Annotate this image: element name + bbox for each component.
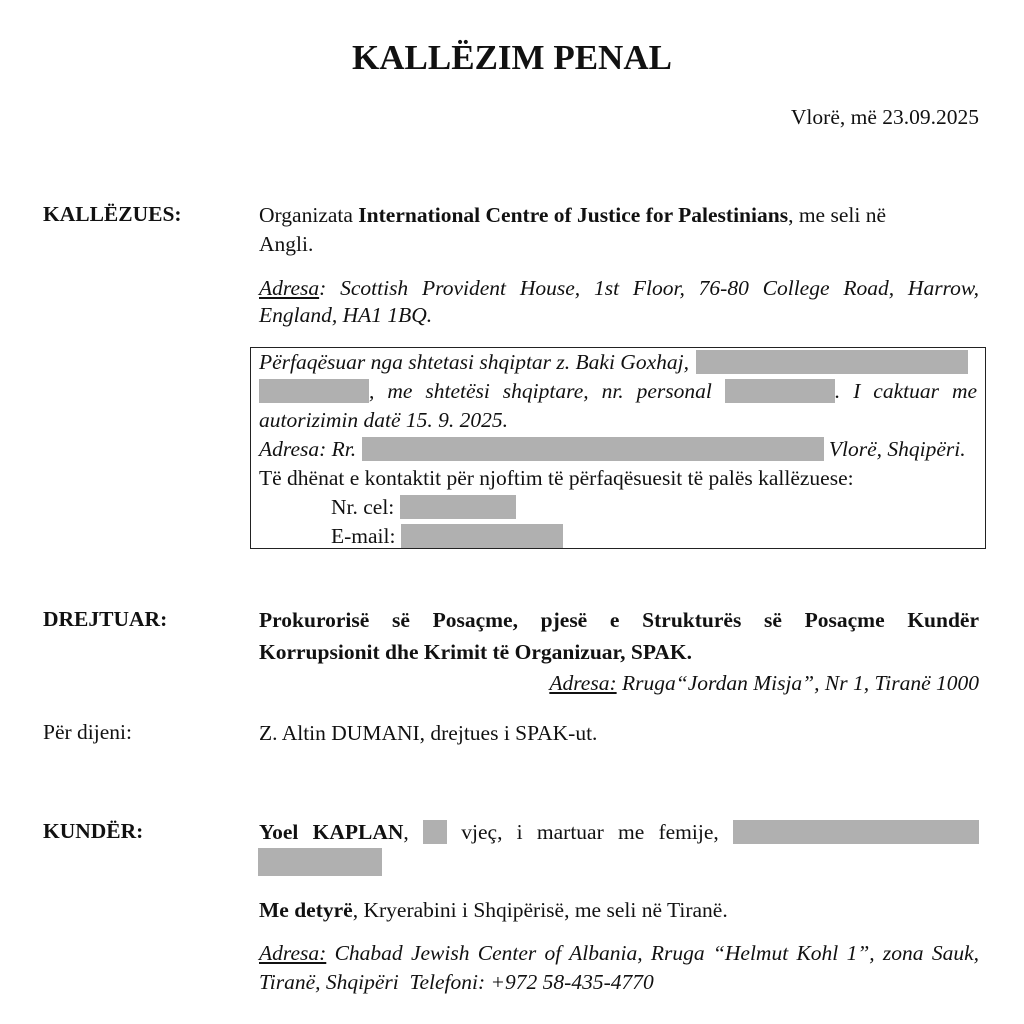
org-country: Angli. [259,232,314,256]
rep-address-city: Vlorë, Shqipëri. [828,437,966,461]
redacted-block [696,350,968,374]
contact-phone [259,493,977,522]
redacted-block [733,820,979,844]
accused-address-label: Adresa: [259,941,327,965]
rep-address-prefix: Adresa: Rr. [259,437,357,461]
rep-appointed: . I caktuar me [834,379,978,403]
redacted-block [259,379,369,403]
accused-line1 [259,817,979,848]
accused [259,817,979,879]
label-kallezues: KALLËZUES: [43,202,182,226]
redacted-street [362,437,824,461]
org-suffix: , me seli në [788,203,886,227]
addressee-address-text: Rruga“Jordan Misja”, Nr 1, Tiranë 1000 [616,671,979,695]
addressee-line1: Prokurorisë së Posaçme, pjesë e Strukturës së Posaçme Kundër [259,608,979,632]
accused-line2 [259,848,979,879]
accused-status: vjeç, i martuar me femije, [461,820,719,844]
address-label: Adresa [259,276,320,300]
rep-line1 [259,348,977,377]
rep-citizenship: , me shtetësi shqiptare, nr. personal [369,379,712,403]
redacted-age [423,820,447,844]
address-line2: England, HA1 1BQ. [259,303,433,327]
addressee [259,604,979,668]
phone-label: Nr. cel: [331,495,395,519]
addressee-address [259,669,979,698]
addressee-line2: Korrupsionit dhe Krimit të Organizuar, SPAK. [259,640,692,664]
accused-address [259,939,979,997]
contact-heading: Të dhënat e kontaktit për njoftim të përfaqësuesit të palës kallëzuese: [259,466,854,490]
label-kunder: KUNDËR: [43,819,144,843]
email-label: E-mail: [331,524,396,548]
redacted-personal-number [725,379,835,403]
place-date: Vlorë, më 23.09.2025 [790,105,979,129]
duty-text: , Kryerabini i Shqipërisë, me seli në Tiranë. [352,898,728,922]
rep-authorization-date: autorizimin datë 15. 9. 2025. [259,408,509,432]
org-prefix: Organizata [259,203,359,227]
label-per-dijeni: Për dijeni: [43,720,132,744]
contact-email [259,522,977,551]
complainant-address [259,275,979,329]
rep-name: Përfaqësuar nga shtetasi shqiptar z. Baki Goxhaj, [259,350,689,374]
accused-name: Yoel KAPLAN [259,820,404,844]
label-drejtuar: DREJTUAR: [43,607,168,631]
redacted-email [401,524,563,548]
redacted-block [258,848,382,876]
accused-address-line1: Chabad Jewish Center of Albania, Rruga “Helmut Kohl 1”, zona Sauk, [326,941,979,965]
rep-address [259,435,977,464]
document-title: KALLËZIM PENAL [352,38,672,77]
org-name: International Centre of Justice for Palestinians [358,203,789,227]
accused-duty [259,896,979,925]
per-dijeni-text: Z. Altin DUMANI, drejtues i SPAK-ut. [259,721,598,745]
address-line1: : Scottish Provident House, 1st Floor, 76-80 College Road, Harrow, [319,276,979,300]
representative-box [250,347,986,549]
rep-line2 [259,377,977,406]
accused-address-line2: Tiranë, Shqipëri Telefoni: +972 58-435-4770 [259,970,654,994]
complainant-org [259,201,979,259]
redacted-phone [400,495,516,519]
addressee-address-label: Adresa: [549,671,617,695]
duty-label: Me detyrë [259,898,353,922]
accused-comma: , [403,820,409,844]
